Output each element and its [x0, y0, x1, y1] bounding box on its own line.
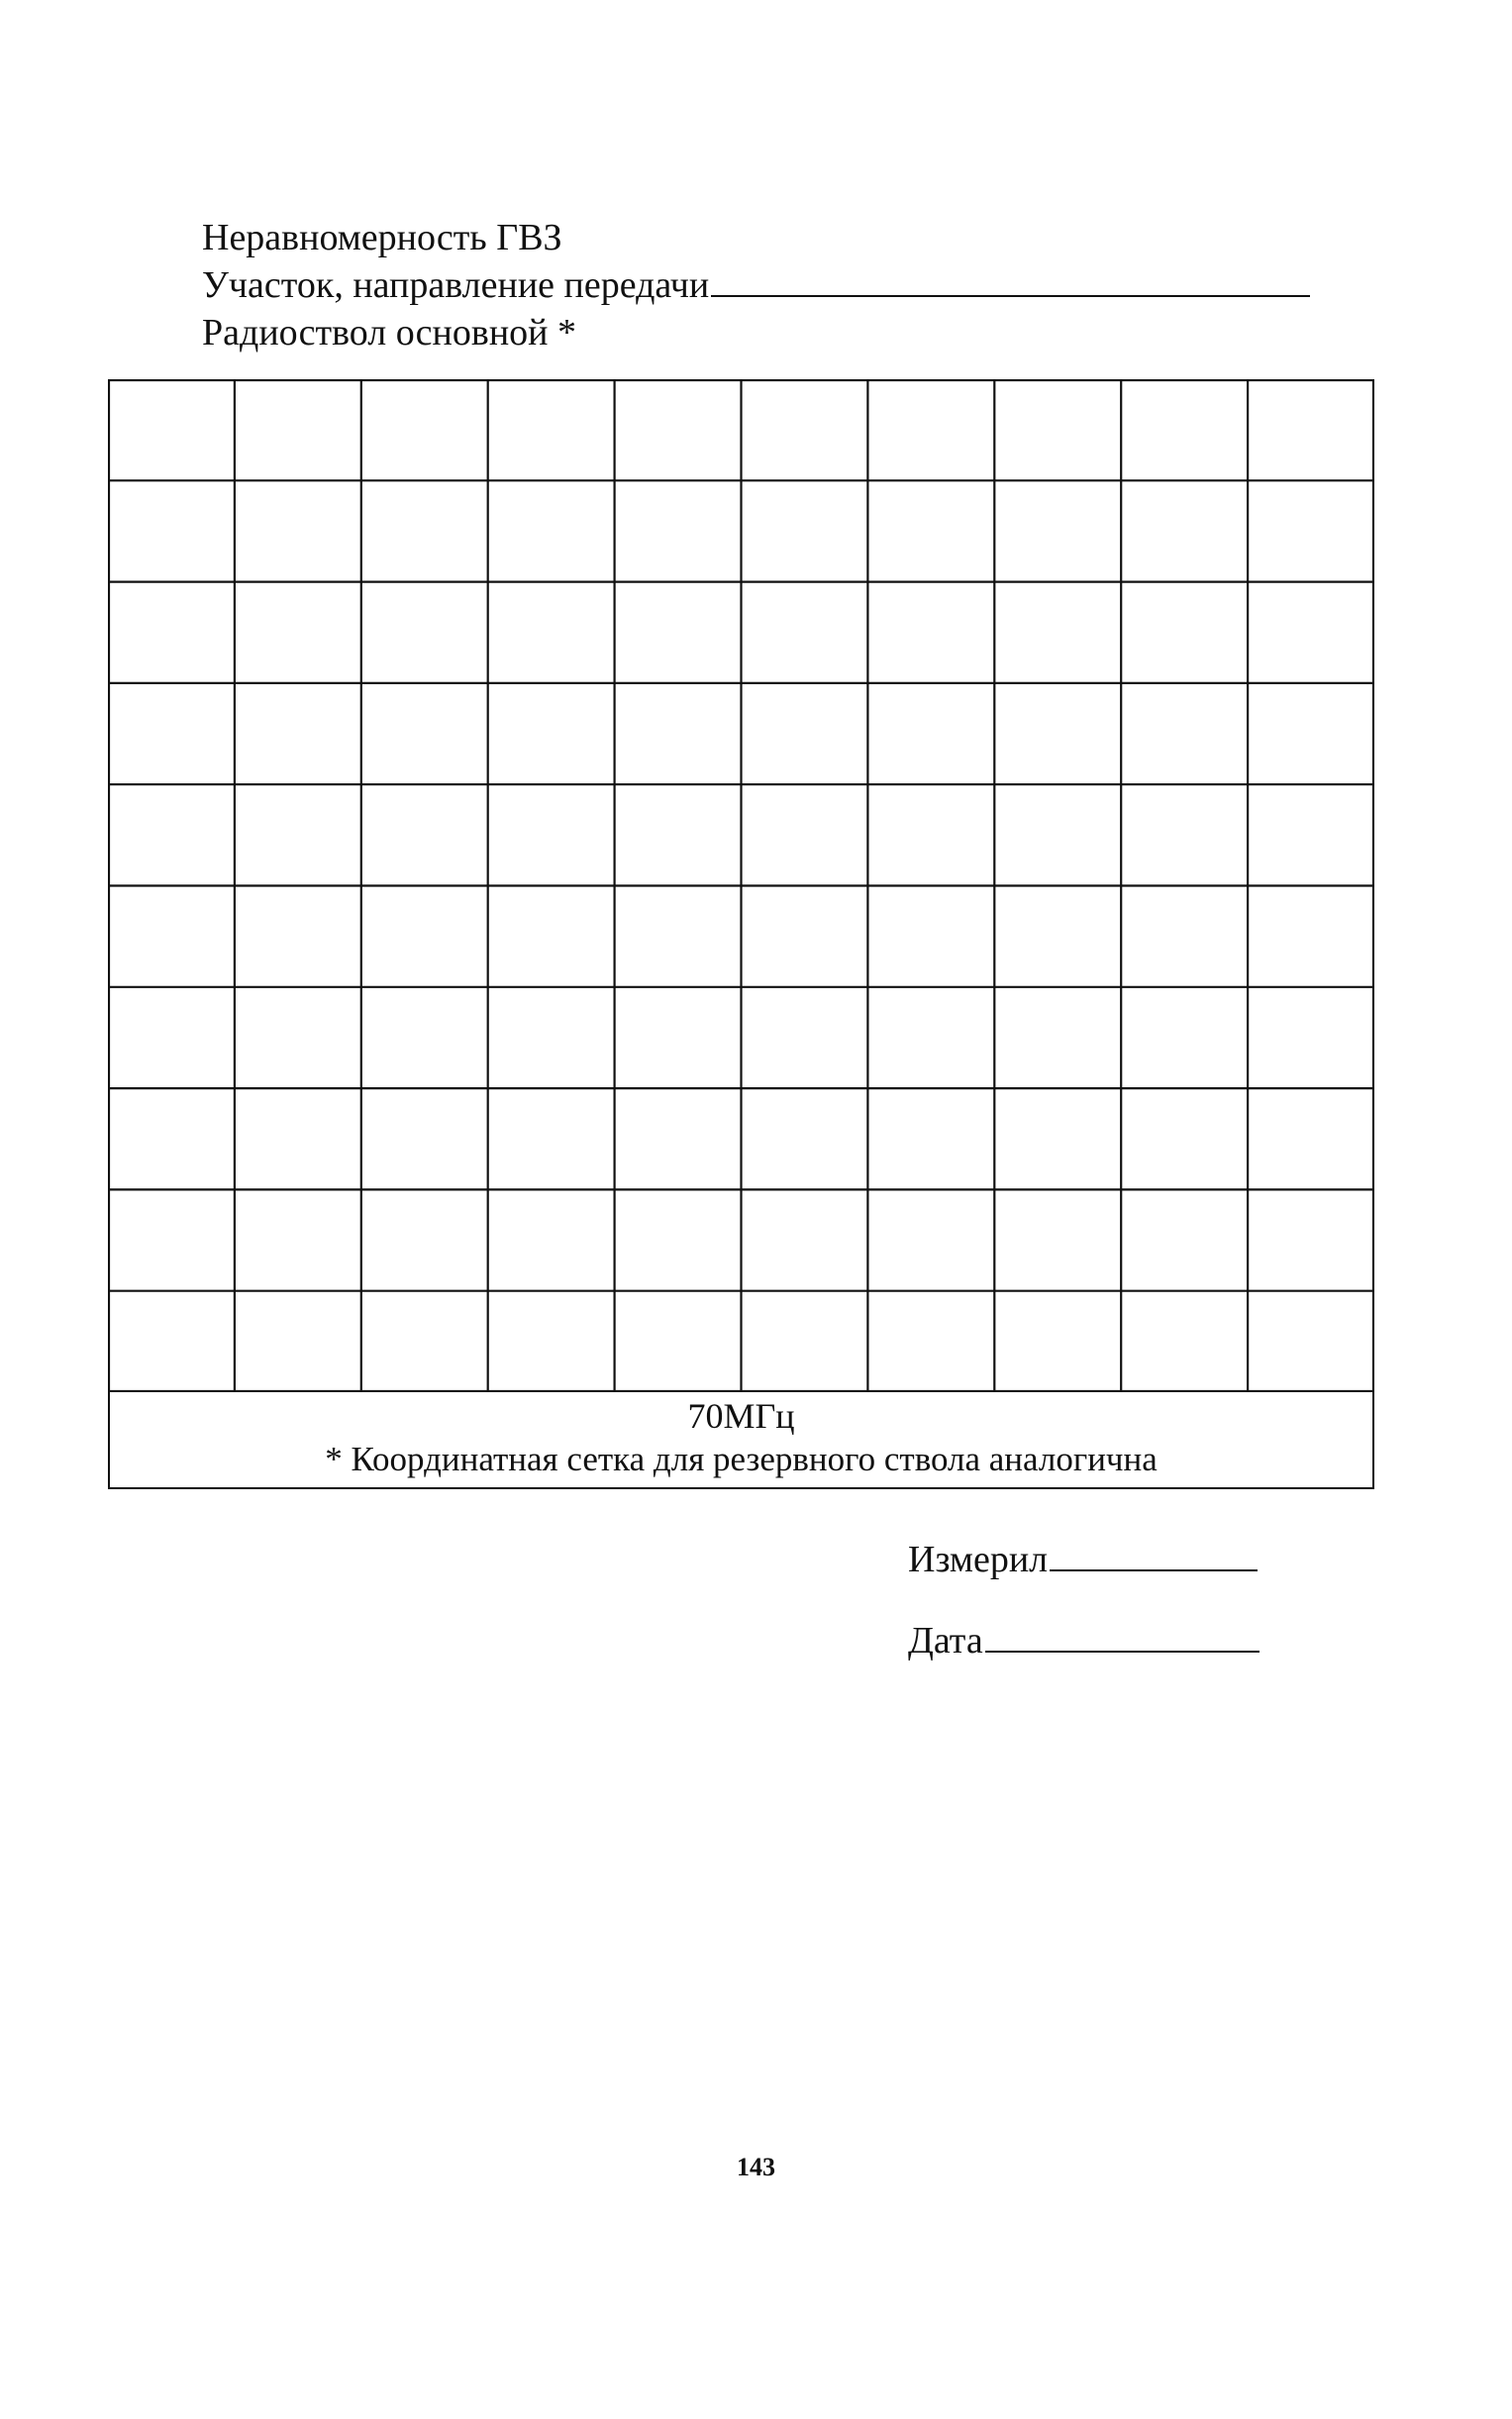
frequency-label: 70МГц [687, 1396, 795, 1436]
page-number: 143 [737, 2153, 775, 2181]
grid-footer [108, 1392, 1374, 1489]
section-direction-blank[interactable] [711, 265, 1310, 297]
date-blank[interactable] [985, 1621, 1260, 1653]
date-label: Дата [908, 1620, 983, 1662]
coordinate-grid [108, 379, 1374, 1392]
date-row [908, 1618, 1260, 1663]
section-direction-label: Участок, направление передачи [202, 264, 710, 306]
trunk-label: Радиоствол основной * [202, 312, 576, 353]
grid-svg [108, 379, 1374, 1392]
measured-by-row [908, 1537, 1258, 1582]
measured-by-label: Измерил [908, 1539, 1049, 1580]
form-title: Неравномерность ГВЗ [202, 217, 562, 258]
section-direction-row [202, 263, 1310, 307]
grid-note: * Координатная сетка для резервного ствола аналогична [325, 1440, 1158, 1478]
measured-by-blank[interactable] [1050, 1540, 1258, 1571]
grid-lines [108, 379, 1374, 1392]
